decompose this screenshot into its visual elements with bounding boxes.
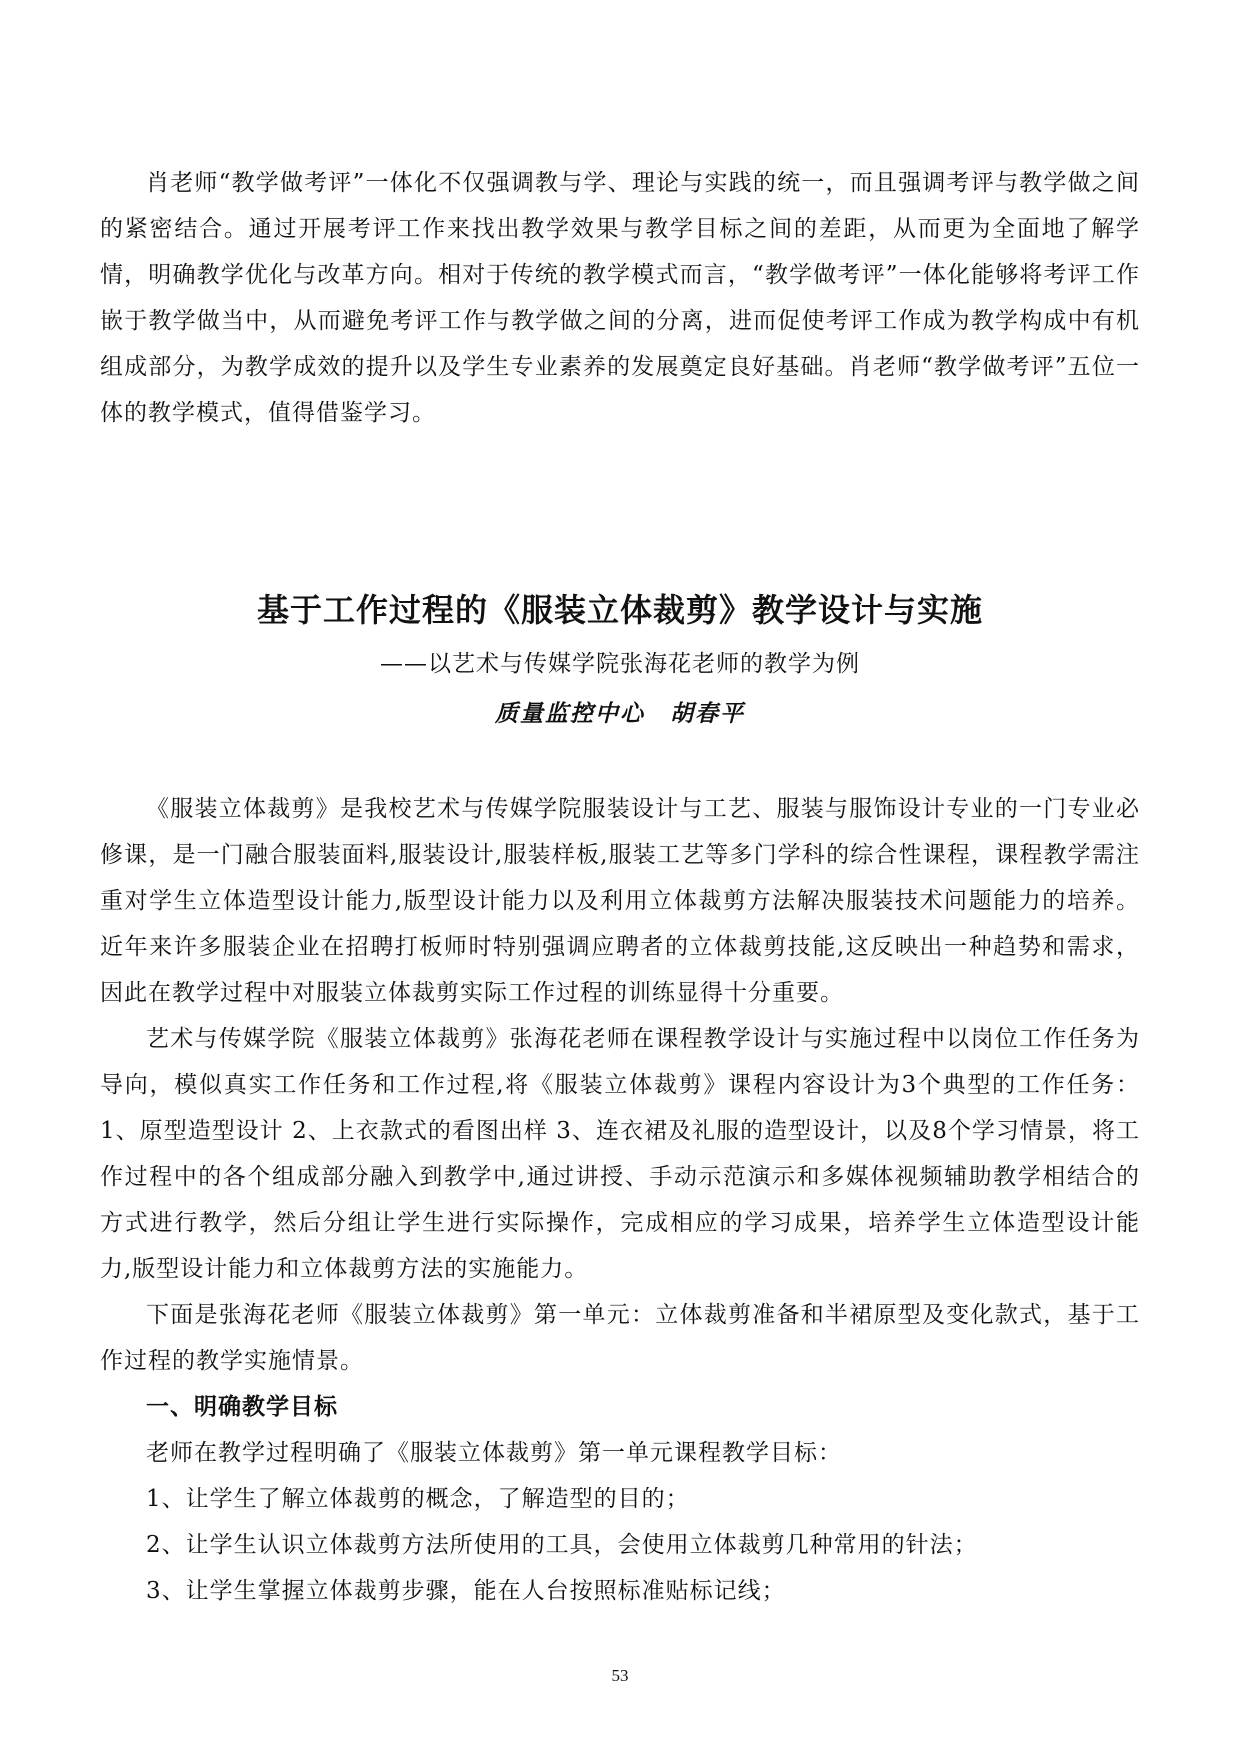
paragraph: 艺术与传媒学院《服装立体裁剪》张海花老师在课程教学设计与实施过程中以岗位工作任务为导向，模似真实工作任务和工作过程,将《服装立体裁剪》课程内容设计为3个典型的工作任务：1、原型造型设计 2、上衣款式的看图出样 3、连衣裙及礼服的造型设计，以及8个学习情景，将工作过程中的各个组成部分融入到教学中,通过讲授、手动示范演示和多媒体视频辅助教学相结合的方式进行教学，然后分组让学生进行实际操作，完成相应的学习成果，培养学生立体造型设计能力,版型设计能力和立体裁剪方法的实施能力。 <box>100 1026 1140 1282</box>
paragraph: 下面是张海花老师《服装立体裁剪》第一单元：立体裁剪准备和半裙原型及变化款式，基于工作过程的教学实施情景。 <box>100 1302 1140 1374</box>
article-subtitle: ——以艺术与传媒学院张海花老师的教学为例 <box>380 651 860 677</box>
article-author: 质量监控中心 胡春平 <box>495 700 745 727</box>
section-heading: 一、明确教学目标 <box>146 1394 338 1420</box>
goal-item: 2、让学生认识立体裁剪方法所使用的工具，会使用立体裁剪几种常用的针法； <box>146 1532 978 1558</box>
goal-item: 1、让学生了解立体裁剪的概念，了解造型的目的； <box>146 1486 690 1512</box>
article-body <box>100 786 1140 1614</box>
paragraph: 肖老师“教学做考评”一体化不仅强调教与学、理论与实践的统一，而且强调考评与教学做之间的紧密结合。通过开展考评工作来找出教学效果与教学目标之间的差距，从而更为全面地了解学情，明确教学优化与改革方向。相对于传统的教学模式而言，“教学做考评”一体化能够将考评工作嵌于教学做当中，从而避免考评工作与教学做之间的分离，进而促使考评工作成为教学构成中有机组成部分，为教学成效的提升以及学生专业素养的发展奠定良好基础。肖老师“教学做考评”五位一体的教学模式，值得借鉴学习。 <box>100 170 1140 426</box>
previous-section-text <box>100 160 1140 436</box>
page-number: 53 <box>611 1666 629 1685</box>
paragraph: 《服装立体裁剪》是我校艺术与传媒学院服装设计与工艺、服装与服饰设计专业的一门专业必修课，是一门融合服装面料,服装设计,服装样板,服装工艺等多门学科的综合性课程，课程教学需注重对学生立体造型设计能力,版型设计能力以及利用立体裁剪方法解决服装技术问题能力的培养。近年来许多服装企业在招聘打板师时特别强调应聘者的立体裁剪技能,这反映出一种趋势和需求，因此在教学过程中对服装立体裁剪实际工作过程的训练显得十分重要。 <box>100 796 1140 1006</box>
goal-item: 3、让学生掌握立体裁剪步骤，能在人台按照标准贴标记线； <box>146 1578 786 1604</box>
article-title: 基于工作过程的《服装立体裁剪》教学设计与实施 <box>256 591 983 629</box>
goals-intro: 老师在教学过程明确了《服装立体裁剪》第一单元课程教学目标： <box>146 1440 842 1466</box>
